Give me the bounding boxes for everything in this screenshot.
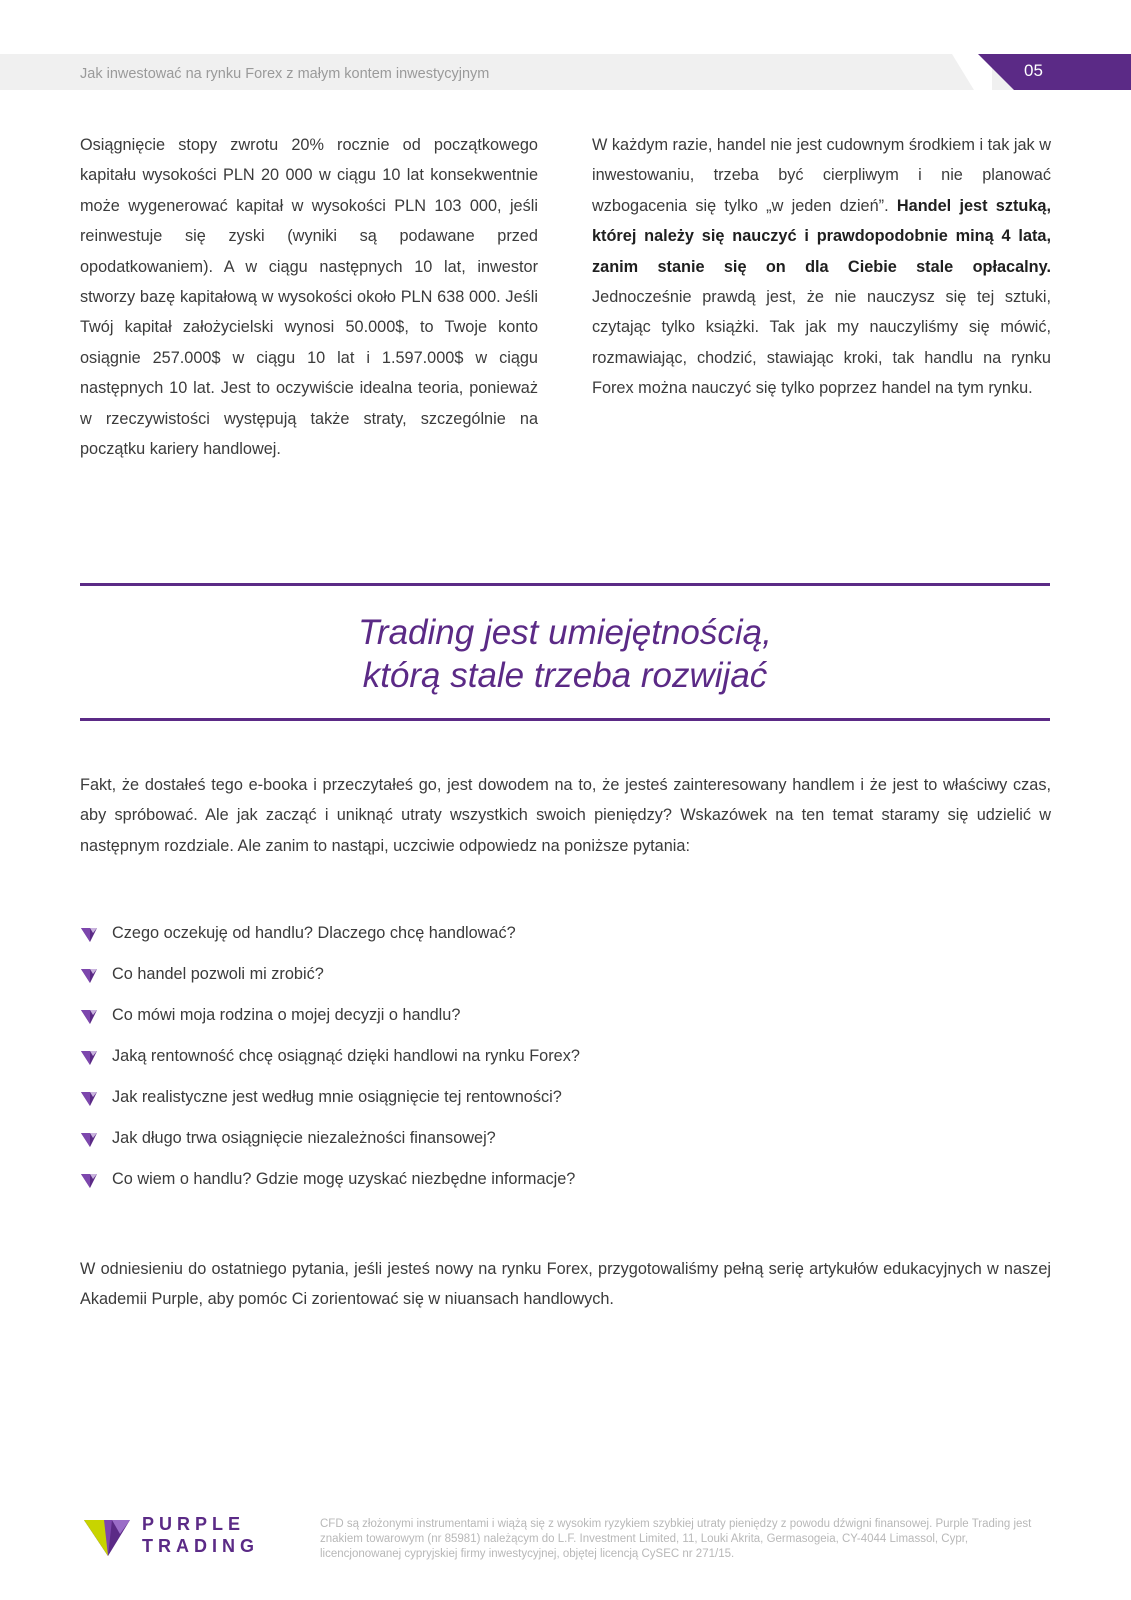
- section-rule-bottom: [80, 718, 1050, 721]
- intro-paragraph: Fakt, że dostałeś tego e-booka i przeczytałeś go, jest dowodem na to, że jesteś zainteresowany handlem i że jest to właściwy czas, aby spróbować. Ale jak zacząć i uniknąć utraty wszystkich swoich pieniędzy? Wskazówek na ten temat staramy się udzielić w następnym rozdziale. Ale zanim to nastąpi, uczciwie odpowiedz na poniższe pytania:: [80, 776, 1051, 855]
- section-rule-top: [80, 583, 1050, 586]
- question-text: Jaką rentowność chcę osiągnąć dzięki handlowi na rynku Forex?: [112, 1047, 580, 1065]
- logo-line1: PURPLE: [142, 1514, 246, 1534]
- question-text: Co wiem o handlu? Gdzie mogę uzyskać niezbędne informacje?: [112, 1170, 576, 1188]
- purple-trading-diamond-icon: [80, 1007, 98, 1025]
- purple-trading-logo-mark: [82, 1512, 132, 1558]
- question-text: Co handel pozwoli mi zrobić?: [112, 965, 324, 983]
- list-item: [80, 913, 580, 954]
- question-text: Jak realistyczne jest według mnie osiągnięcie tej rentowności?: [112, 1088, 562, 1106]
- left-column: [80, 130, 538, 464]
- right-text-before: W każdym razie, handel nie jest cudownym środkiem i tak jak w inwestowaniu, trzeba być cierpliwym i nie planować wzbogacenia się tylko „w jeden dzień”.: [592, 136, 1051, 215]
- list-item: [80, 954, 580, 995]
- right-text-after: Jednocześnie prawdą jest, że nie nauczysz się tej sztuki, czytając tylko książki. Tak jak my nauczyliśmy się mówić, rozmawiając, chodzić, stawiając kroki, tak handlu na rynku Forex można nauczyć się tylko poprzez handel na tym rynku.: [592, 288, 1051, 398]
- section-heading-line1: Trading jest umiejętnością,: [358, 613, 772, 652]
- question-list: [80, 913, 580, 1200]
- section-heading: [80, 611, 1050, 697]
- list-item: [80, 1118, 580, 1159]
- purple-trading-diamond-icon: [80, 1048, 98, 1066]
- purple-trading-diamond-icon: [80, 1089, 98, 1107]
- purple-trading-diamond-icon: [80, 925, 98, 943]
- purple-trading-diamond-icon: [80, 1130, 98, 1148]
- logo-line2: TRADING: [142, 1536, 259, 1556]
- purple-trading-logo: [82, 1512, 259, 1558]
- right-column-paragraph: [592, 130, 1051, 404]
- purple-trading-diamond-icon: [80, 966, 98, 984]
- page-number: 05: [1024, 61, 1043, 80]
- question-text: Co mówi moja rodzina o mojej decyzji o handlu?: [112, 1006, 461, 1024]
- purple-trading-diamond-icon: [80, 1171, 98, 1189]
- list-item: [80, 1036, 580, 1077]
- legal-disclaimer: CFD są złożonymi instrumentami i wiążą się z wysokim ryzykiem szybkiej utraty pieniędzy z powodu dźwigni finansowej. Purple Trading jest znakiem towarowym (nr 85981) należącym do L.F. Investment Limited, 11, Louki Akrita, Germasogeia, CY-4044 Limassol, Cypr, licencjonowanej cypryjskiej firmy inwestycyjnej, objętej licencją CySEC nr 271/15.: [320, 1518, 1032, 1560]
- question-text: Czego oczekuję od handlu? Dlaczego chcę handlować?: [112, 924, 516, 942]
- left-column-paragraph: Osiągnięcie stopy zwrotu 20% rocznie od początkowego kapitału wysokości PLN 20 000 w ciągu 10 lat konsekwentnie może wygenerować kapitał w wysokości PLN 103 000, jeśli reinwestuje się zyski (wyniki są podawane przed opodatkowaniem). A w ciągu następnych 10 lat, inwestor stworzy bazę kapitałową w wysokości około PLN 638 000. Jeśli Twój kapitał założycielski wynosi 50.000$, to Twoje konto osiągnie 257.000$ w ciągu 10 lat i 1.597.000$ w ciągu następnych 10 lat. Jest to oczywiście idealna teoria, ponieważ w rzeczywistości występują także straty, szczególnie na początku kariery handlowej.: [80, 136, 538, 459]
- right-column: [592, 130, 1051, 404]
- logo-wordmark: [142, 1513, 259, 1557]
- document-title: Jak inwestować na rynku Forex z małym kontem inwestycyjnym: [80, 66, 490, 82]
- list-item: [80, 1159, 580, 1200]
- question-text: Jak długo trwa osiągnięcie niezależności finansowej?: [112, 1129, 496, 1147]
- closing-paragraph: W odniesieniu do ostatniego pytania, jeśli jesteś nowy na rynku Forex, przygotowaliśmy pełną serię artykułów edukacyjnych w naszej Akademii Purple, aby pomóc Ci zorientować się w niuansach handlowych.: [80, 1260, 1051, 1309]
- right-text-bold: Handel jest sztuką, której należy się nauczyć i prawdopodobnie miną 4 lata, zanim stanie się on dla Ciebie stale opłacalny.: [592, 196, 1051, 276]
- section-heading-line2: którą stale trzeba rozwijać: [362, 656, 768, 695]
- list-item: [80, 995, 580, 1036]
- list-item: [80, 1077, 580, 1118]
